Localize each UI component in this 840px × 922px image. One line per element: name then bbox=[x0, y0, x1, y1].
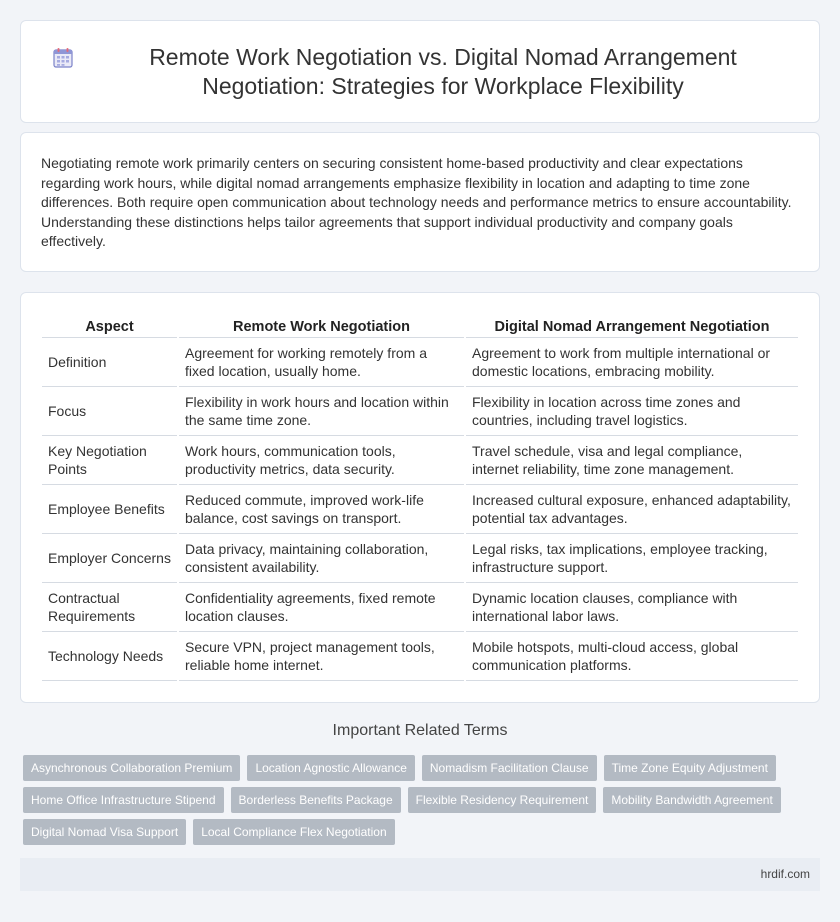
related-term-tag[interactable]: Digital Nomad Visa Support bbox=[23, 819, 186, 845]
related-term-tag[interactable]: Location Agnostic Allowance bbox=[247, 755, 414, 781]
comparison-table-card bbox=[20, 292, 820, 703]
table-row bbox=[42, 631, 798, 680]
table-cell-remote: Data privacy, maintaining collaboration, consistent availability. bbox=[178, 533, 465, 582]
footer-site-link[interactable]: hrdif.com bbox=[760, 867, 810, 881]
column-header-nomad: Digital Nomad Arrangement Negotiation bbox=[465, 315, 798, 337]
related-terms-list bbox=[23, 755, 803, 845]
table-cell-aspect: Key Negotiation Points bbox=[42, 435, 178, 484]
intro-paragraph: Negotiating remote work primarily centers on securing consistent home-based productivity and clear expectations regarding work hours, while digital nomad arrangements emphasize flexibility in location and adapting to time zone differences. Both require open communication about technology needs and performance metrics to ensure accountability. Understanding these distinctions helps tailor agreements that support individual productivity and company goals effectively. bbox=[41, 155, 792, 249]
table-cell-aspect: Employer Concerns bbox=[42, 533, 178, 582]
related-term-tag[interactable]: Nomadism Facilitation Clause bbox=[422, 755, 597, 781]
related-term-tag[interactable]: Flexible Residency Requirement bbox=[408, 787, 597, 813]
related-term-tag[interactable]: Asynchronous Collaboration Premium bbox=[23, 755, 240, 781]
table-cell-nomad: Travel schedule, visa and legal compliance, internet reliability, time zone management. bbox=[465, 435, 798, 484]
intro-card bbox=[20, 132, 820, 272]
related-term-tag[interactable]: Home Office Infrastructure Stipend bbox=[23, 787, 224, 813]
related-terms-title: Important Related Terms bbox=[332, 722, 508, 739]
title-card bbox=[20, 20, 820, 123]
table-cell-nomad: Legal risks, tax implications, employee tracking, infrastructure support. bbox=[465, 533, 798, 582]
related-term-tag[interactable]: Borderless Benefits Package bbox=[231, 787, 401, 813]
table-cell-aspect: Employee Benefits bbox=[42, 484, 178, 533]
table-cell-aspect: Contractual Requirements bbox=[42, 582, 178, 631]
table-header-row bbox=[42, 315, 798, 337]
table-cell-remote: Reduced commute, improved work-life balance, cost savings on transport. bbox=[178, 484, 465, 533]
table-cell-aspect: Definition bbox=[42, 337, 178, 386]
table-cell-nomad: Flexibility in location across time zones and countries, including travel logistics. bbox=[465, 386, 798, 435]
table-cell-nomad: Increased cultural exposure, enhanced adaptability, potential tax advantages. bbox=[465, 484, 798, 533]
page-title: Remote Work Negotiation vs. Digital Nomad Arrangement Negotiation: Strategies for Workplace Flexibility bbox=[149, 43, 737, 99]
table-cell-aspect: Focus bbox=[42, 386, 178, 435]
table-row bbox=[42, 337, 798, 386]
table-cell-remote: Confidentiality agreements, fixed remote location clauses. bbox=[178, 582, 465, 631]
table-cell-aspect: Technology Needs bbox=[42, 631, 178, 680]
table-row bbox=[42, 435, 798, 484]
table-cell-nomad: Mobile hotspots, multi-cloud access, global communication platforms. bbox=[465, 631, 798, 680]
table-cell-remote: Agreement for working remotely from a fixed location, usually home. bbox=[178, 337, 465, 386]
table-cell-remote: Secure VPN, project management tools, reliable home internet. bbox=[178, 631, 465, 680]
table-row bbox=[42, 386, 798, 435]
footer bbox=[20, 858, 820, 891]
table-cell-remote: Work hours, communication tools, productivity metrics, data security. bbox=[178, 435, 465, 484]
table-row bbox=[42, 582, 798, 631]
calendar-icon bbox=[51, 46, 75, 70]
column-header-remote: Remote Work Negotiation bbox=[178, 315, 465, 337]
table-row bbox=[42, 484, 798, 533]
table-cell-nomad: Agreement to work from multiple international or domestic locations, embracing mobility. bbox=[465, 337, 798, 386]
comparison-table bbox=[42, 315, 798, 681]
table-row bbox=[42, 533, 798, 582]
table-cell-nomad: Dynamic location clauses, compliance with international labor laws. bbox=[465, 582, 798, 631]
table-cell-remote: Flexibility in work hours and location within the same time zone. bbox=[178, 386, 465, 435]
related-term-tag[interactable]: Local Compliance Flex Negotiation bbox=[193, 819, 394, 845]
column-header-aspect: Aspect bbox=[42, 315, 178, 337]
related-term-tag[interactable]: Time Zone Equity Adjustment bbox=[604, 755, 776, 781]
related-term-tag[interactable]: Mobility Bandwidth Agreement bbox=[603, 787, 780, 813]
